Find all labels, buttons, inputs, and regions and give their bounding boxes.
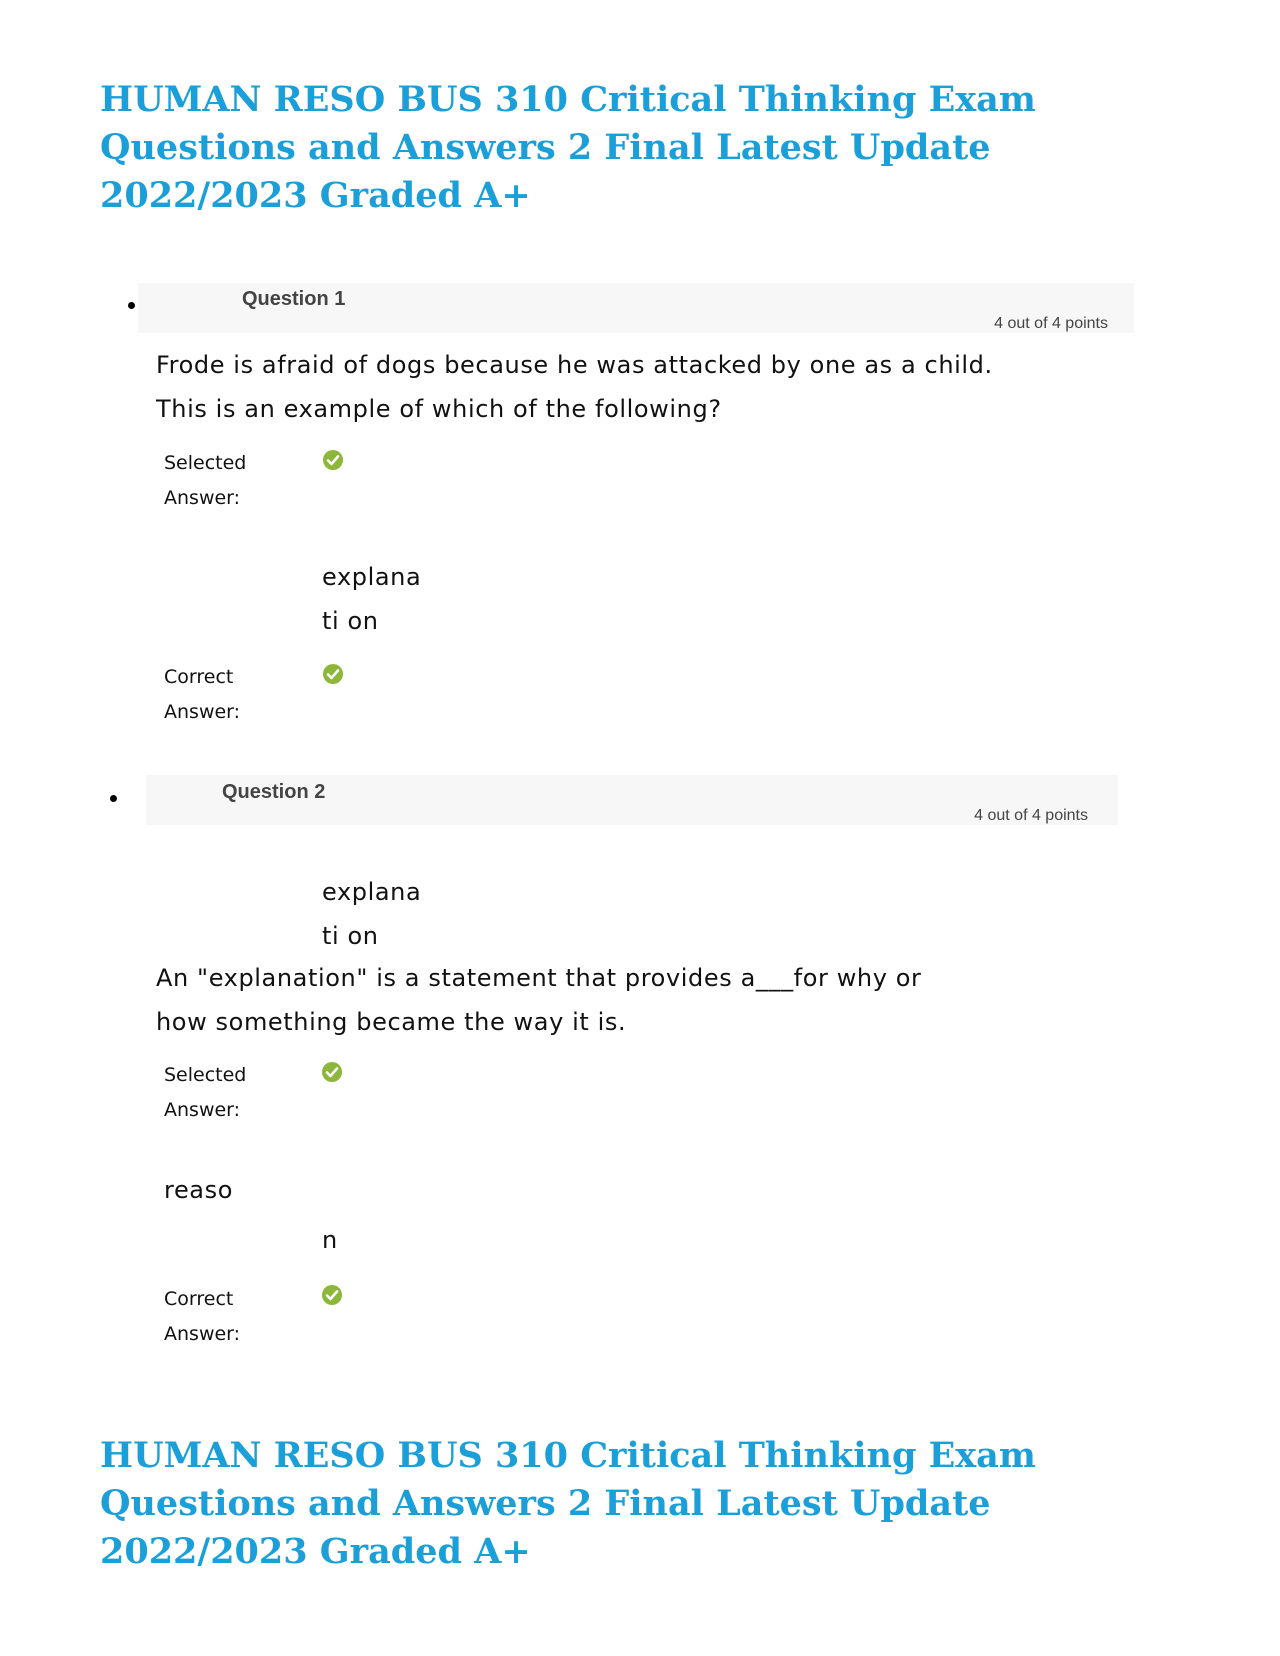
check-circle-icon: [321, 1284, 343, 1306]
question-title: Question 2: [222, 781, 326, 803]
title-line: 2022/2023 Graded A+: [100, 1531, 531, 1572]
answer-fragment: explana ti on: [322, 878, 422, 950]
question-text: Frode is afraid of dogs because he was attacked by one as a child. This is an example of which of the following?: [156, 351, 993, 423]
bullet-dot: [110, 795, 117, 802]
correct-answer-label: Correct Answer:: [164, 666, 241, 723]
title-line: Questions and Answers 2 Final Latest Update: [100, 1483, 991, 1524]
check-circle-icon: [322, 449, 344, 471]
selected-answer-text: n: [322, 1226, 338, 1254]
selected-answer-text: reaso: [164, 1176, 233, 1204]
check-circle-icon: [321, 1061, 343, 1083]
bullet-dot: [128, 302, 135, 309]
title-line: 2022/2023 Graded A+: [100, 175, 531, 216]
document-title: [100, 76, 1100, 220]
title-line: HUMAN RESO BUS 310 Critical Thinking Exam: [100, 1435, 1036, 1476]
check-circle-icon: [322, 663, 344, 685]
question-title: Question 1: [242, 288, 346, 310]
selected-answer-label: Selected Answer:: [164, 1064, 247, 1121]
selected-answer-text: explana ti on: [322, 563, 422, 635]
document-title-repeat: [100, 1432, 1100, 1576]
selected-answer-label: Selected Answer:: [164, 452, 247, 509]
title-line: HUMAN RESO BUS 310 Critical Thinking Exam: [100, 79, 1036, 120]
question-points: 4 out of 4 points: [974, 807, 1088, 824]
question-text: An "explanation" is a statement that provides a___for why or how something became the way it is.: [156, 964, 922, 1036]
question-points: 4 out of 4 points: [994, 315, 1108, 332]
title-line: Questions and Answers 2 Final Latest Update: [100, 127, 991, 168]
correct-answer-label: Correct Answer:: [164, 1288, 241, 1345]
